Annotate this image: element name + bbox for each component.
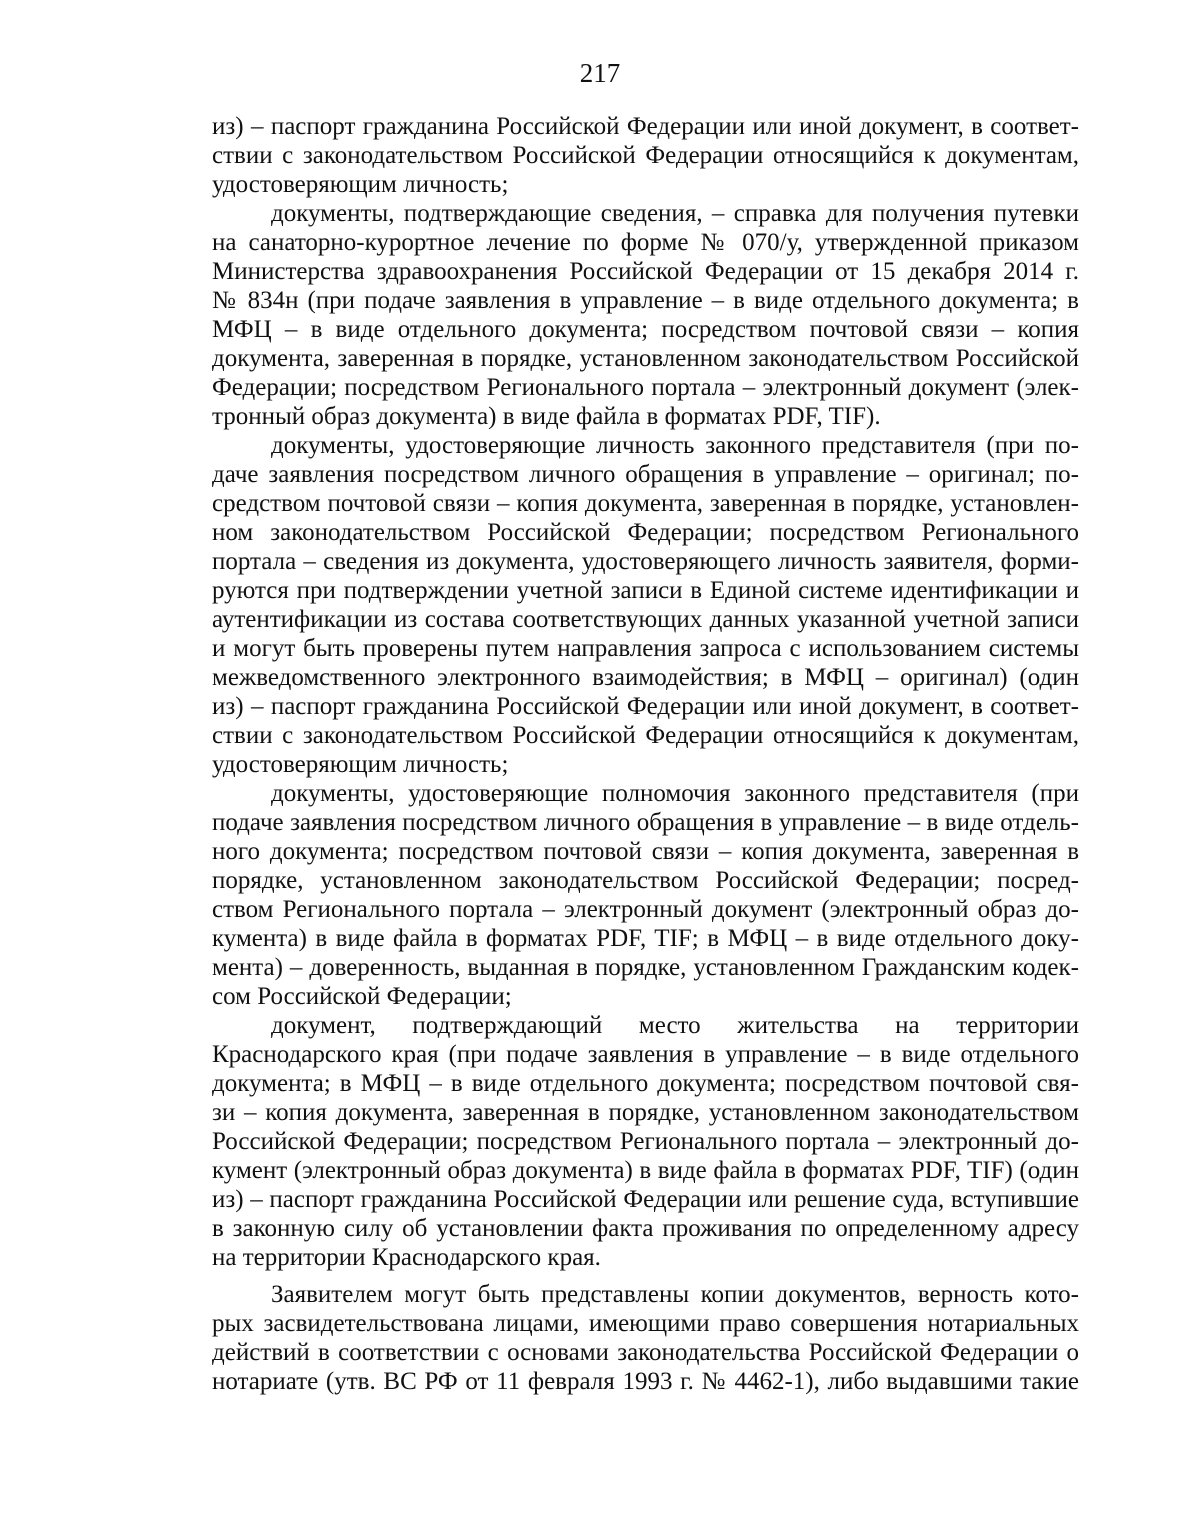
text-line: документы, подтверждающие сведения, – справка для получения путевки [271,200,1079,227]
text-line: в законную силу об установлении факта проживания по определенному адресу [212,1215,1079,1242]
text-line: удостоверяющим личность; [212,751,509,778]
text-line: Министерства здравоохранения Российской Федерации от 15 декабря 2014 г. [212,258,1079,285]
page-number: 217 [579,58,621,88]
paragraph-p1 [212,112,1079,199]
text-line: на территории Краснодарского края. [212,1244,601,1271]
text-line: ствии с законодательством Российской Федерации относящийся к документам, [212,142,1079,169]
text-line: средством почтовой связи – копия документа, заверенная в порядке, установлен- [212,490,1079,517]
text-line: сом Российской Федерации; [212,983,512,1010]
text-line: аутентификации из состава соответствующих данных указанной учетной записи [212,606,1079,633]
text-line: № 834н (при подаче заявления в управление – в виде отдельного документа; в [212,287,1079,314]
text-line: из) – паспорт гражданина Российской Федерации или решение суда, вступившие [212,1186,1079,1213]
text-line: подаче заявления посредством личного обращения в управление – в виде отдель- [212,809,1079,836]
text-line: зи – копия документа, заверенная в порядке, установленном законодательством [212,1099,1079,1126]
text-line: руются при подтверждении учетной записи в Единой системе идентификации и [212,577,1079,604]
text-line: порядке, установленном законодательством Российской Федерации; посред- [212,867,1079,894]
text-line: мента) – доверенность, выданная в порядке, установленном Гражданским кодек- [212,954,1079,981]
text-line: кумента) в виде файла в форматах PDF, TIF; в МФЦ – в виде отдельного доку- [212,925,1079,952]
text-line: документ, подтверждающий место жительства на территории [271,1012,1079,1039]
text-line: ном законодательством Российской Федерации; посредством Регионального [212,519,1079,546]
text-line: Российской Федерации; посредством Регионального портала – электронный до- [212,1128,1079,1155]
paragraph-p2 [212,199,1079,431]
paragraph-gap [212,1272,1079,1280]
text-line: из) – паспорт гражданина Российской Федерации или иной документ, в соответ- [212,113,1079,140]
text-line: и могут быть проверены путем направления запроса с использованием системы [212,635,1079,662]
text-line: действий в соответствии с основами законодательства Российской Федерации о [212,1339,1079,1366]
paragraph-p3 [212,431,1079,779]
text-line: ством Регионального портала – электронный документ (электронный образ до- [212,896,1079,923]
paragraph-p5 [212,1011,1079,1272]
text-line: МФЦ – в виде отдельного документа; посредством почтовой связи – копия [212,316,1079,343]
text-line: межведомственного электронного взаимодействия; в МФЦ – оригинал) (один [212,664,1079,691]
text-line: нотариате (утв. ВС РФ от 11 февраля 1993 г. № 4462-1), либо выдавшими такие [212,1368,1079,1395]
text-line: документы, удостоверяющие личность законного представителя (при по- [271,432,1079,459]
text-line: удостоверяющим личность; [212,171,509,198]
paragraph-p4 [212,779,1079,1011]
text-line: Заявителем могут быть представлены копии документов, верность кото- [271,1281,1079,1308]
text-line: ного документа; посредством почтовой связи – копия документа, заверенная в [212,838,1079,865]
text-line: портала – сведения из документа, удостоверяющего личность заявителя, форми- [212,548,1079,575]
paragraph-p6 [212,1280,1079,1396]
document-body [212,112,1079,1396]
text-line: Краснодарского края (при подаче заявления в управление – в виде отдельного [212,1041,1079,1068]
text-line: ствии с законодательством Российской Федерации относящийся к документам, [212,722,1079,749]
text-line: кумент (электронный образ документа) в виде файла в форматах PDF, TIF) (один [212,1157,1079,1184]
text-line: документа, заверенная в порядке, установленном законодательством Российской [212,345,1079,372]
text-line: даче заявления посредством личного обращения в управление – оригинал; по- [212,461,1079,488]
text-line: тронный образ документа) в виде файла в форматах PDF, TIF). [212,403,881,430]
text-line: документы, удостоверяющие полномочия законного представителя (при [271,780,1079,807]
text-line: на санаторно-курортное лечение по форме № 070/у, утвержденной приказом [212,229,1079,256]
text-line: рых засвидетельствована лицами, имеющими право совершения нотариальных [212,1310,1079,1337]
text-line: документа; в МФЦ – в виде отдельного документа; посредством почтовой свя- [212,1070,1079,1097]
text-line: Федерации; посредством Регионального портала – электронный документ (элек- [212,374,1079,401]
text-line: из) – паспорт гражданина Российской Федерации или иной документ, в соответ- [212,693,1079,720]
